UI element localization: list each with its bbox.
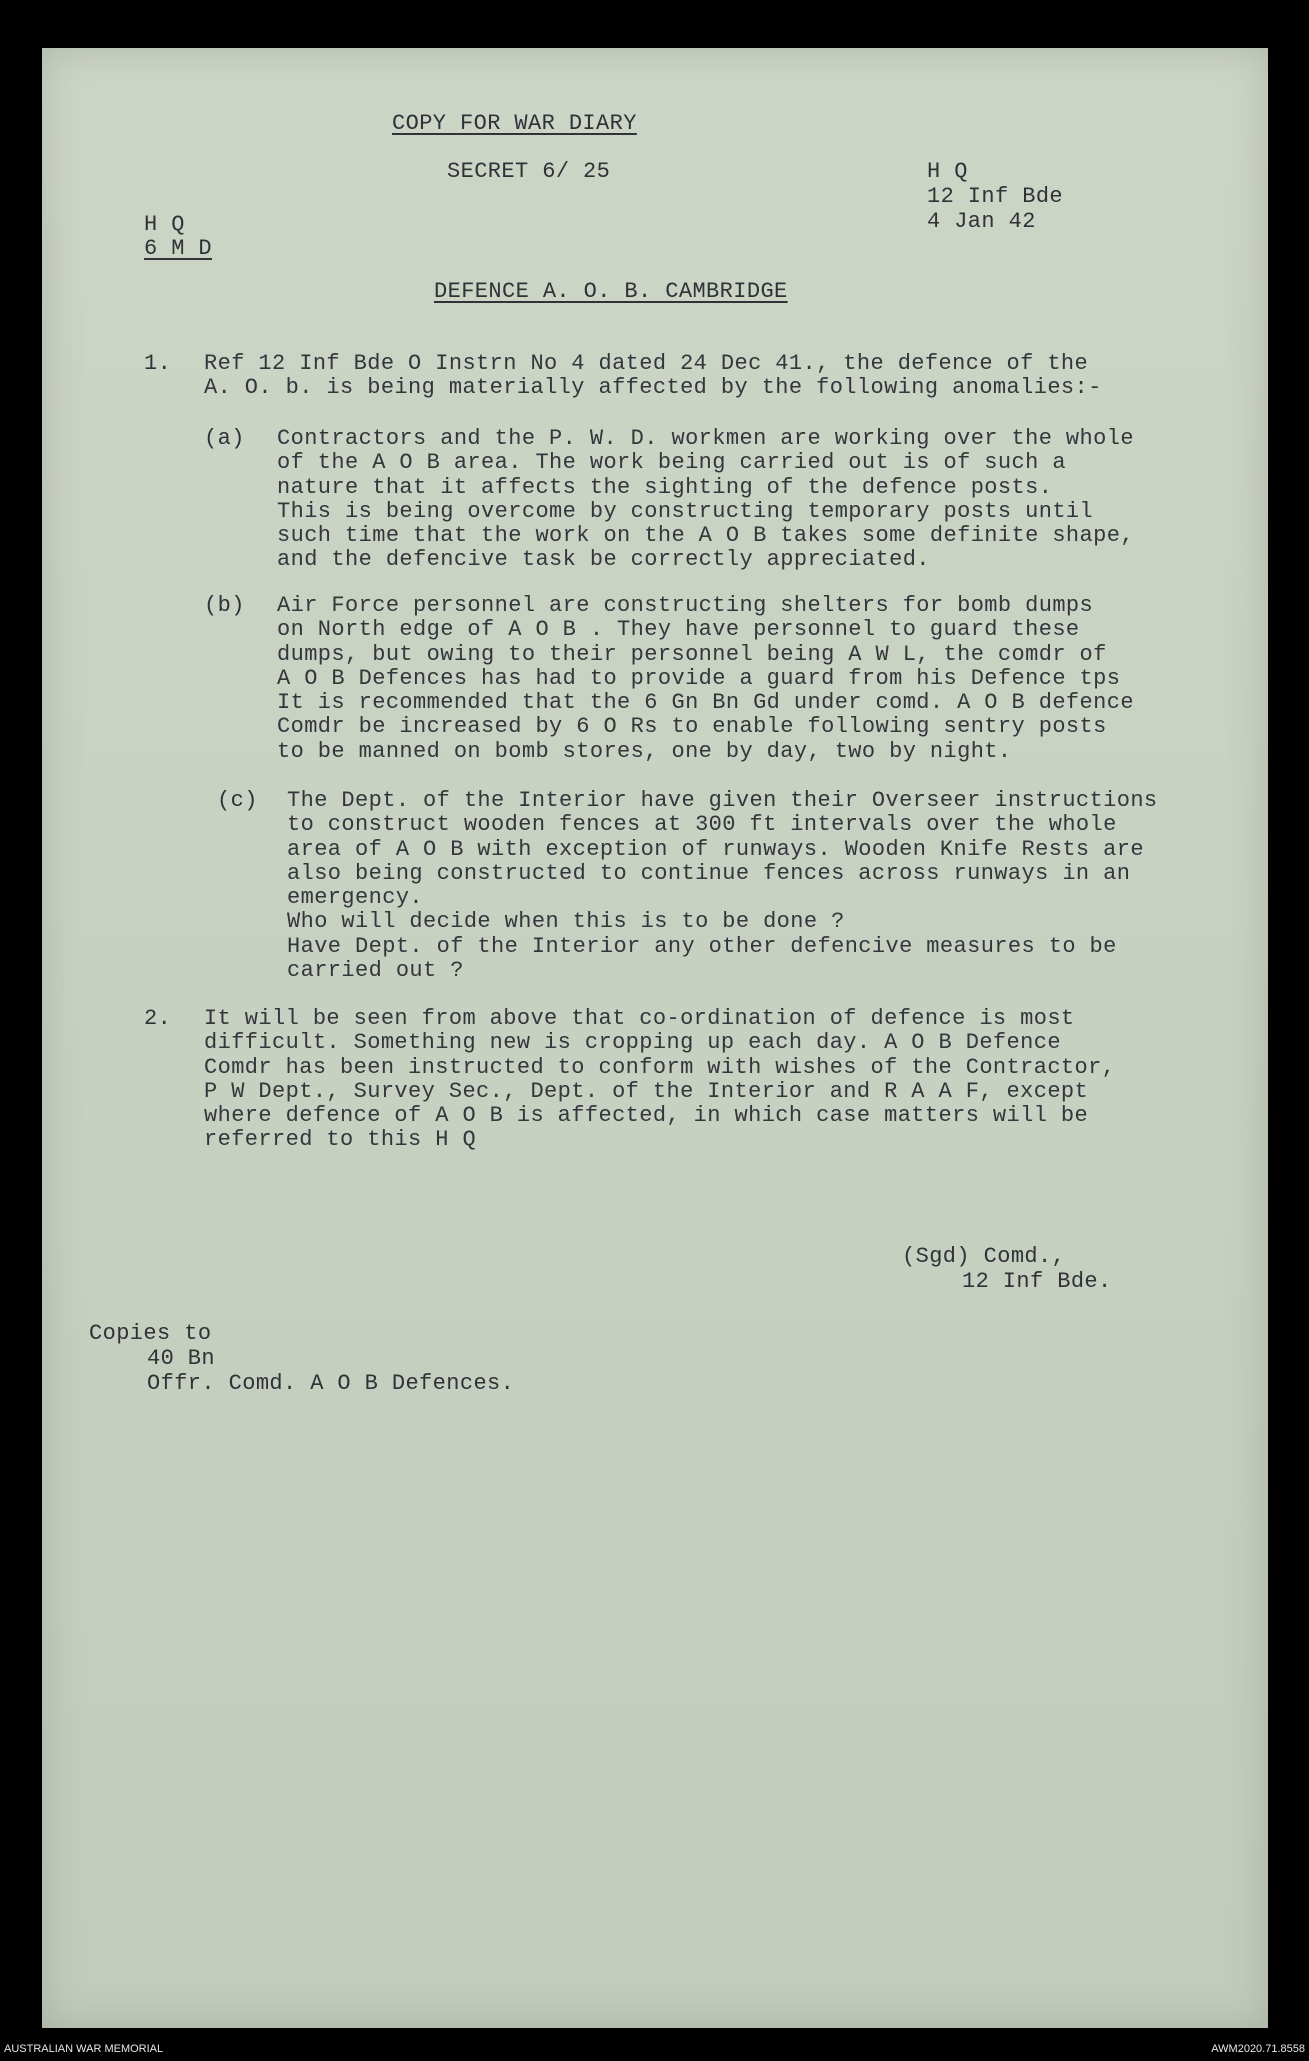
- signature-line-2: 12 Inf Bde.: [962, 1269, 1112, 1294]
- to-hq: H Q: [144, 212, 185, 237]
- copies-heading: Copies to: [89, 1321, 212, 1346]
- copies-item-2: Offr. Comd. A O B Defences.: [147, 1371, 515, 1396]
- footer-accession-number: AWM2020.71.8558: [1211, 2043, 1305, 2055]
- subparagraph-b-label: (b): [204, 593, 245, 618]
- subparagraph-a-text: Contractors and the P. W. D. workmen are working over the whole of the A O B area. The work being carried out is of such a nature that it affects the sighting of the defence posts. This is being overcome by constructing temporary posts until such time that the work on the A O B takes some definite shape, and the defencive task be correctly appreciated.: [277, 426, 1134, 573]
- subject-heading: DEFENCE A. O. B. CAMBRIDGE: [434, 279, 788, 304]
- copies-item-1: 40 Bn: [147, 1346, 216, 1371]
- subparagraph-a-label: (a): [204, 426, 245, 451]
- paragraph-1-number: 1.: [144, 351, 172, 376]
- to-unit: 6 M D: [144, 236, 213, 261]
- subparagraph-c-text: The Dept. of the Interior have given their Overseer instructions to construct wooden fences at 300 ft intervals over the whole area of A O B with exception of runways. Wooden Knife Rests are also being constructed to continue fences across runways in an emergency. Who will decide when this is to be done ? Have Dept. of the Interior any other defencive measures to be carried out ?: [287, 788, 1158, 984]
- footer-institution: AUSTRALIAN WAR MEMORIAL: [4, 2043, 164, 2055]
- from-hq: H Q: [927, 159, 968, 184]
- document-title: COPY FOR WAR DIARY: [392, 111, 637, 136]
- from-unit: 12 Inf Bde: [927, 184, 1064, 209]
- subparagraph-b-text: Air Force personnel are constructing shelters for bomb dumps on North edge of A O B . They have personnel to guard these dumps, but owing to their personnel being A W L, the comdr of A O B Defences has had to provide a guard from his Defence tps It is recommended that the 6 Gn Bn Gd under comd. A O B defence Comdr be increased by 6 O Rs to enable following sentry posts to be manned on bomb stores, one by day, two by night.: [277, 593, 1134, 764]
- subparagraph-c-label: (c): [217, 788, 258, 813]
- document-date: 4 Jan 42: [927, 209, 1036, 234]
- document-page: [42, 48, 1268, 2028]
- signature-line-1: (Sgd) Comd.,: [902, 1244, 1066, 1269]
- paragraph-1-text: Ref 12 Inf Bde O Instrn No 4 dated 24 Dec 41., the defence of the A. O. b. is being materially affected by the following anomalies:-: [204, 351, 1102, 401]
- paragraph-2-text: It will be seen from above that co-ordination of defence is most difficult. Something new is cropping up each day. A O B Defence Comdr has been instructed to conform with wishes of the Contractor, P W Dept., Survey Sec., Dept. of the Interior and R A A F, except where defence of A O B is affected, in which case matters will be referred to this H Q: [204, 1006, 1116, 1153]
- paragraph-2-number: 2.: [144, 1006, 172, 1031]
- secret-reference: SECRET 6/ 25: [447, 159, 611, 184]
